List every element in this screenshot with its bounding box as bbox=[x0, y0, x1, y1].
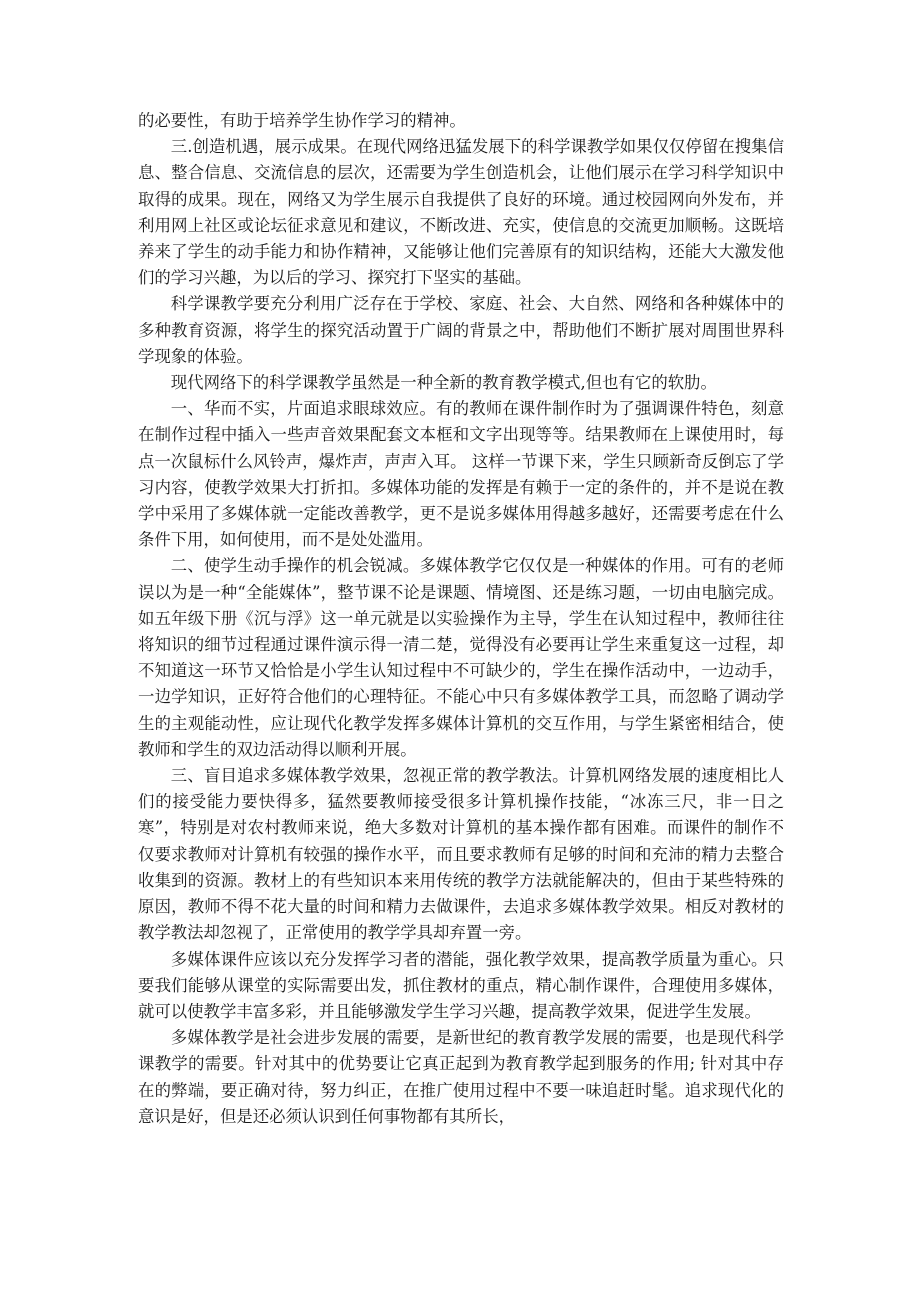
paragraph-resources: 科学课教学要充分利用广泛存在于学校、家庭、社会、大自然、网络和各种媒体中的多种教育资源，将学生的探究活动置于广阔的背景之中，帮助他们不断扩展对周围世界科学现象的体验。 bbox=[138, 294, 784, 366]
document-body bbox=[138, 108, 784, 1130]
paragraph-weakness-two: 二、使学生动手操作的机会锐减。多媒体教学它仅仅是一种媒体的作用。可有的老师误以为是一种“全能媒体”，整节课不论是课题、情境图、还是练习题，一切由电脑完成。如五年级下册《沉与浮》这一单元就是以实验操作为主导，学生在认知过程中，教师往往将知识的细节过程通过课件演示得一清二楚，觉得没有必要再让学生来重复这一过程，却不知道这一环节又恰恰是小学生认知过程中不可缺少的，学生在操作活动中，一边动手，一边学知识，正好符合他们的心理特征。不能心中只有多媒体教学工具，而忽略了调动学生的主观能动性，应让现代化教学发挥多媒体计算机的交互作用，与学生紧密相结合，使教师和学生的双边活动得以顺利开展。 bbox=[138, 556, 784, 759]
paragraph-weakness-intro: 现代网络下的科学课教学虽然是一种全新的教育教学模式,但也有它的软肋。 bbox=[170, 373, 717, 393]
paragraph-courseware: 多媒体课件应该以充分发挥学习者的潜能，强化教学效果，提高教学质量为重心。只要我们能够从课堂的实际需要出发，抓住教材的重点，精心制作课件，合理使用多媒体，就可以使教学丰富多彩，并且能够激发学生学习兴趣，提高教学效果，促进学生发展。 bbox=[138, 949, 784, 1021]
paragraph-conclusion: 多媒体教学是社会进步发展的需要，是新世纪的教育教学发展的需要，也是现代科学课教学的需要。针对其中的优势要让它真正起到为教育教学起到服务的作用; 针对其中存在的弊端，要正确对待，努力纠正，在推广使用过程中不要一味追赶时髦。追求现代化的意识是好，但是还必须认识到任何事物都有其所长， bbox=[138, 1028, 784, 1126]
paragraph-continuation: 的必要性，有助于培养学生协作学习的精神。 bbox=[138, 111, 466, 130]
paragraph-weakness-three: 三、盲目追求多媒体教学效果，忽视正常的教学教法。计算机网络发展的速度相比人们的接受能力要快得多，猛然要教师接受很多计算机操作技能，“冰冻三尺，非一日之寒”，特别是对农村教师来说，绝大多数对计算机的基本操作都有困难。而课件的制作不仅要求教师对计算机有较强的操作水平，而且要求教师有足够的时间和充沛的精力去整合收集到的资源。教材上的有些知识本来用传统的教学方法就能解决的，但由于某些特殊的原因，教师不得不花大量的时间和精力去做课件，去追求多媒体教学效果。相反对教材的教学教法却忽视了，正常使用的教学学具却弃置一旁。 bbox=[138, 766, 784, 943]
paragraph-section-three-opportunity: 三.创造机遇，展示成果。在现代网络迅猛发展下的科学课教学如果仅仅停留在搜集信息、整合信息、交流信息的层次，还需要为学生创造机会，让他们展示在学习科学知识中取得的成果。现在，网络又为学生展示自我提供了良好的环境。通过校园网向外发布，并利用网上社区或论坛征求意见和建议，不断改进、充实，使信息的交流更加顺畅。这既培养来了学生的动手能力和协作精神，又能够让他们完善原有的知识结构，还能大大激发他们的学习兴趣，为以后的学习、探究打下坚实的基础。 bbox=[138, 137, 784, 288]
paragraph-weakness-one: 一、华而不实，片面追求眼球效应。有的教师在课件制作时为了强调课件特色，刻意在制作过程中插入一些声音效果配套文本框和文字出现等等。结果教师在上课使用时，每点一次鼠标什么风铃声，爆炸声，声声入耳。 这样一节课下来，学生只顾新奇反倒忘了学习内容，使教学效果大打折扣。多媒体功能的发挥是有赖于一定的条件的，并不是说在教学中采用了多媒体就一定能改善教学，更不是说多媒体用得越多越好，还需要考虑在什么条件下用，如何使用，而不是处处滥用。 bbox=[138, 399, 784, 550]
